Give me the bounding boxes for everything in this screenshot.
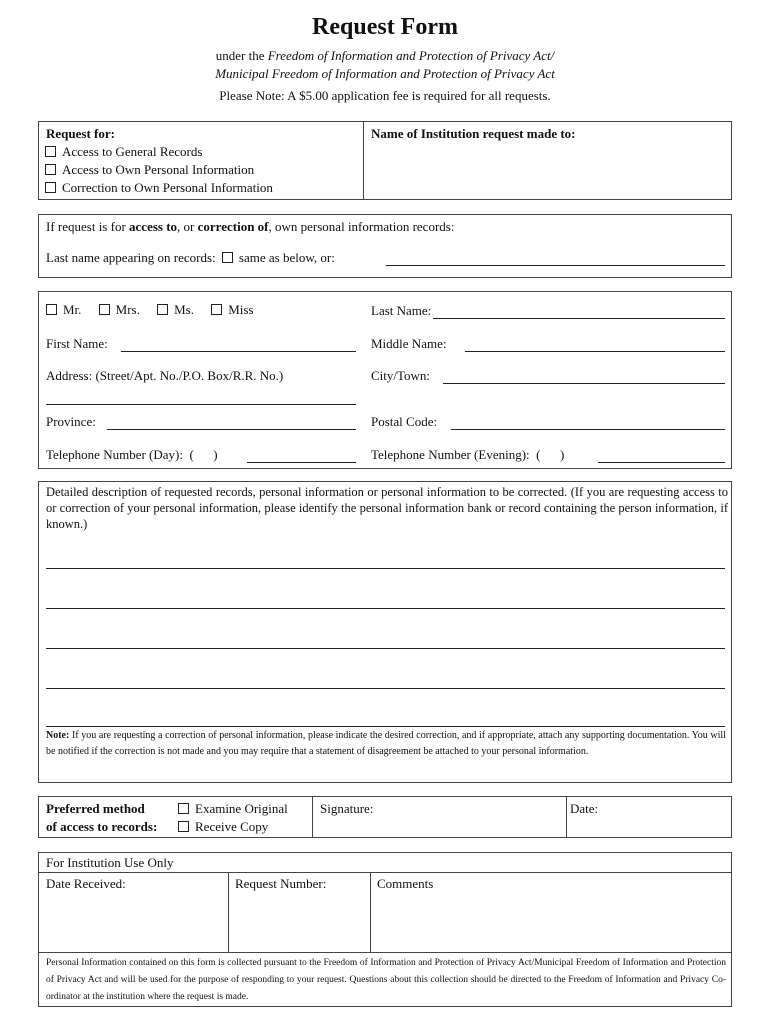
preferred-method-label: Preferred method bbox=[46, 801, 145, 816]
request-number-label: Request Number: bbox=[235, 876, 327, 891]
own-info-section bbox=[38, 214, 732, 278]
request-for-section bbox=[38, 121, 732, 200]
middle-name-label: Middle Name: bbox=[371, 336, 447, 351]
option-receive-copy[interactable]: Receive Copy bbox=[178, 818, 268, 835]
city-field[interactable] bbox=[443, 383, 725, 384]
telephone-day-field[interactable] bbox=[247, 462, 356, 463]
own-info-intro: If request is for access to, or correction of, own personal information records: bbox=[46, 219, 455, 234]
last-name-field[interactable] bbox=[433, 318, 725, 319]
description-line-4[interactable] bbox=[46, 688, 725, 689]
checkbox-examine-original[interactable] bbox=[178, 803, 189, 814]
lastname-on-records-label: Last name appearing on records: bbox=[46, 250, 216, 265]
title-miss: Miss bbox=[228, 302, 254, 317]
description-line-1[interactable] bbox=[46, 568, 725, 569]
title-ms: Ms. bbox=[174, 302, 194, 317]
checkbox-receive-copy[interactable] bbox=[178, 821, 189, 832]
postal-code-field[interactable] bbox=[451, 429, 725, 430]
checkbox-own-personal-info[interactable] bbox=[45, 164, 56, 175]
postal-code-label: Postal Code: bbox=[371, 414, 438, 429]
first-name-field[interactable] bbox=[121, 351, 356, 352]
address-label: Address: (Street/Apt. No./P.O. Box/R.R. No.) bbox=[46, 368, 284, 383]
description-section bbox=[38, 481, 732, 783]
last-name-label: Last Name: bbox=[371, 303, 432, 318]
access-signature-section bbox=[38, 796, 732, 838]
correction-note: Note: If you are requesting a correction of personal information, please indicate the desired correction, and if appropriate, attach any supporting documentation. You will be notified if the correction is not made and you may require that a statement of disagreement be attached to your personal information. bbox=[46, 730, 726, 757]
request-for-label: Request for: bbox=[46, 126, 115, 141]
city-label: City/Town: bbox=[371, 368, 431, 383]
checkbox-miss[interactable] bbox=[211, 304, 222, 315]
province-field[interactable] bbox=[107, 429, 356, 430]
checkbox-correction[interactable] bbox=[45, 182, 56, 193]
option-correction[interactable]: Correction to Own Personal Information bbox=[45, 179, 273, 196]
option-own-personal-info[interactable]: Access to Own Personal Information bbox=[45, 161, 254, 178]
institution-name-label: Name of Institution request made to: bbox=[371, 126, 576, 141]
fee-note: Please Note: A $5.00 application fee is required for all requests. bbox=[219, 88, 551, 103]
province-label: Province: bbox=[46, 414, 96, 429]
address-field[interactable] bbox=[46, 404, 356, 405]
date-label: Date: bbox=[570, 801, 599, 816]
comments-label: Comments bbox=[377, 876, 434, 891]
personal-info-section bbox=[38, 291, 732, 469]
first-name-label: First Name: bbox=[46, 336, 108, 351]
institution-use-header: For Institution Use Only bbox=[46, 855, 174, 870]
checkbox-general-records[interactable] bbox=[45, 146, 56, 157]
signature-label: Signature: bbox=[320, 801, 374, 816]
access-to-records-label: of access to records: bbox=[46, 819, 158, 834]
description-line-2[interactable] bbox=[46, 608, 725, 609]
description-line-3[interactable] bbox=[46, 648, 725, 649]
checkbox-mrs[interactable] bbox=[99, 304, 110, 315]
title-mrs: Mrs. bbox=[115, 302, 140, 317]
signature-field[interactable] bbox=[319, 817, 562, 835]
act-subtitle-line-1: under the Freedom of Information and Protection of Privacy Act/ bbox=[215, 48, 555, 63]
institution-use-section bbox=[38, 852, 732, 953]
date-received-label: Date Received: bbox=[46, 876, 126, 891]
checkbox-ms[interactable] bbox=[157, 304, 168, 315]
option-examine-original[interactable]: Examine Original bbox=[178, 800, 288, 817]
description-line-5[interactable] bbox=[46, 726, 725, 727]
telephone-day-label: Telephone Number (Day): ( ) bbox=[46, 447, 218, 462]
same-as-below-label: same as below, or: bbox=[238, 250, 335, 265]
lastname-on-records-field[interactable] bbox=[386, 265, 725, 266]
act-subtitle-line-2: Municipal Freedom of Information and Protection of Privacy Act bbox=[215, 66, 555, 81]
title-mr: Mr. bbox=[63, 302, 82, 317]
description-instructions: Detailed description of requested records, personal information or personal information to be corrected. (If you are requesting access to or correction of your personal information, please identify the personal information bank or record containing the person information, if known.) bbox=[46, 485, 728, 531]
telephone-evening-label: Telephone Number (Evening): ( ) bbox=[371, 447, 565, 462]
date-field[interactable] bbox=[570, 817, 725, 835]
same-as-below-checkbox[interactable] bbox=[222, 252, 233, 263]
middle-name-field[interactable] bbox=[465, 351, 725, 352]
page-title: Request Form bbox=[312, 14, 458, 40]
telephone-evening-field[interactable] bbox=[598, 462, 725, 463]
checkbox-mr[interactable] bbox=[46, 304, 57, 315]
option-general-records[interactable]: Access to General Records bbox=[45, 143, 202, 160]
privacy-notice-text: Personal Information contained on this form is collected pursuant to the Freedom of Information and Protection of Privacy Act/Municipal Freedom of Information and Protection of Privacy Act and will be used for the purpose of responding to your request. Questions about this collection should be directed to the Freedom of Information and Privacy Co-ordinator at the institution where the request is made. bbox=[46, 958, 726, 1002]
privacy-notice bbox=[38, 952, 732, 1007]
institution-name-field[interactable] bbox=[367, 144, 727, 196]
